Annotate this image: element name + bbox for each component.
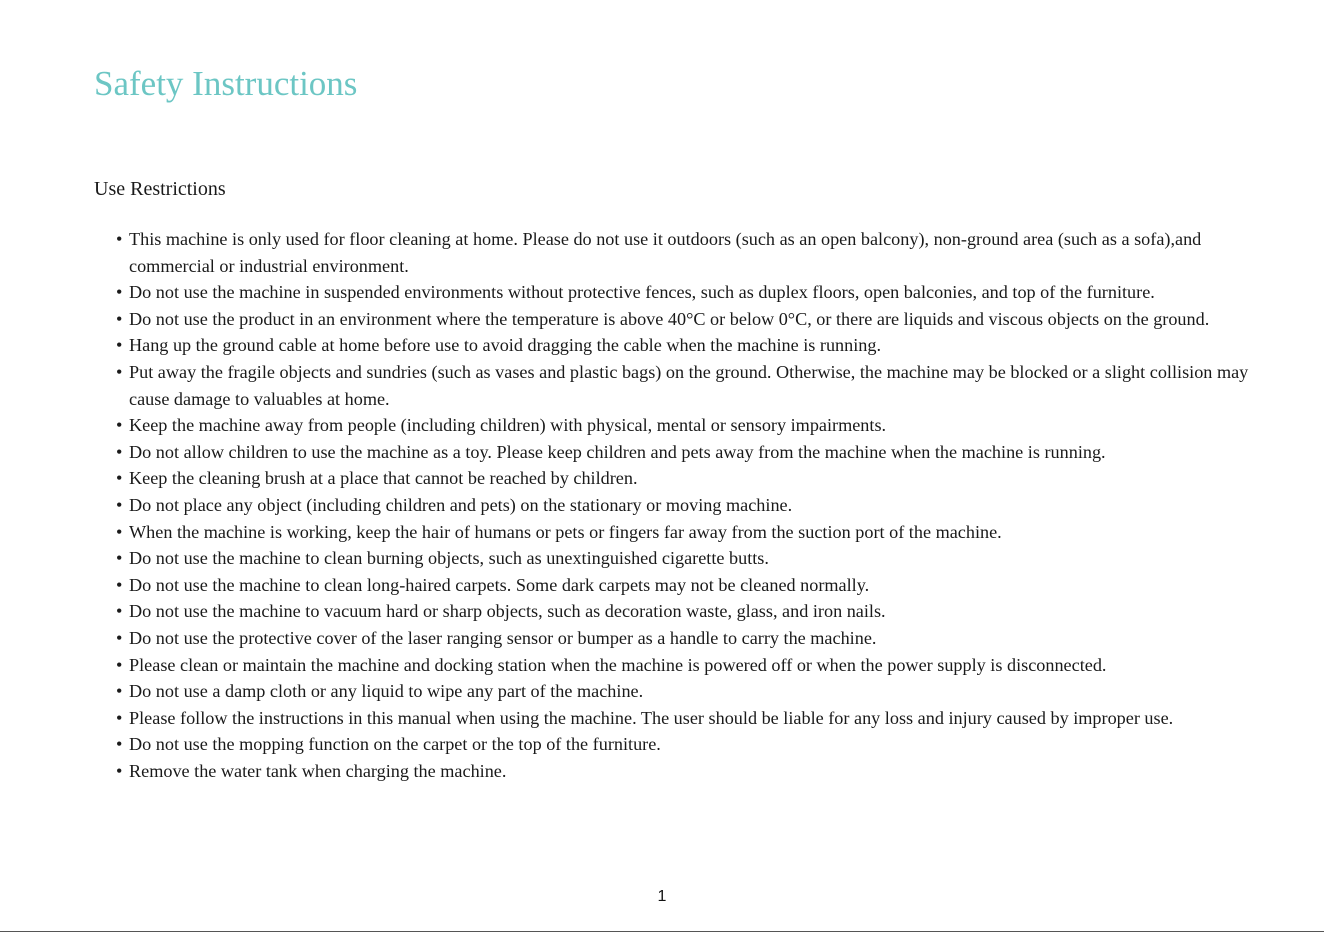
list-item [116, 598, 1256, 625]
list-item [116, 359, 1256, 412]
list-item-text: Do not use the machine to clean burning objects, such as unextinguished cigarette butts. [129, 548, 769, 569]
bullet-icon: • [116, 441, 123, 462]
list-item [116, 226, 1256, 279]
list-item-text: Keep the machine away from people (including children) with physical, mental or sensory impairments. [129, 415, 887, 436]
list-item-text: Do not use the protective cover of the laser ranging sensor or bumper as a handle to carry the machine. [129, 627, 877, 648]
list-item [116, 731, 1256, 758]
list-item-text: This machine is only used for floor cleaning at home. Please do not use it outdoors (such as an open balcony), non-ground area (such as a sofa),and commercial or industrial environment. [129, 229, 1202, 276]
list-item [116, 705, 1256, 732]
list-item [116, 678, 1256, 705]
list-item [116, 439, 1256, 466]
list-item-text: Hang up the ground cable at home before use to avoid dragging the cable when the machine is running. [129, 335, 882, 356]
bullet-icon: • [116, 574, 123, 595]
list-item [116, 306, 1256, 333]
list-item-text: Do not use the machine to vacuum hard or sharp objects, such as decoration waste, glass, and iron nails. [129, 601, 886, 622]
bullet-icon: • [116, 494, 123, 515]
list-item-text: Do not use the machine to clean long-haired carpets. Some dark carpets may not be cleaned normally. [129, 574, 870, 595]
bullet-icon: • [116, 548, 123, 569]
list-item [116, 572, 1256, 599]
list-item [116, 492, 1256, 519]
list-item-text: Do not use the product in an environment where the temperature is above 40°C or below 0°C, or there are liquids and viscous objects on the ground. [129, 308, 1210, 329]
list-item-text: Do not use the mopping function on the carpet or the top of the furniture. [129, 734, 661, 755]
bullet-icon: • [116, 308, 123, 329]
list-item-text: Do not allow children to use the machine as a toy. Please keep children and pets away from the machine when the machine is running. [129, 441, 1106, 462]
bullet-icon: • [116, 468, 123, 489]
list-item-text: Keep the cleaning brush at a place that cannot be reached by children. [129, 468, 638, 489]
bullet-icon: • [116, 681, 123, 702]
page-number: 1 [657, 888, 667, 905]
bullet-icon: • [116, 282, 123, 303]
list-item-text: Please follow the instructions in this manual when using the machine. The user should be liable for any loss and injury caused by improper use. [129, 707, 1174, 728]
bullet-icon: • [116, 521, 123, 542]
list-item [116, 758, 1256, 785]
list-item [116, 465, 1256, 492]
list-item-text: Please clean or maintain the machine and docking station when the machine is powered off or when the power supply is disconnected. [129, 654, 1107, 675]
list-item-text: Do not use a damp cloth or any liquid to wipe any part of the machine. [129, 681, 644, 702]
list-item [116, 279, 1256, 306]
bullet-icon: • [116, 335, 123, 356]
bullet-icon: • [116, 601, 123, 622]
bullet-icon: • [116, 707, 123, 728]
bullet-icon: • [116, 654, 123, 675]
bullet-icon: • [116, 627, 123, 648]
restrictions-list [116, 226, 1256, 784]
list-item-text: Put away the fragile objects and sundries (such as vases and plastic bags) on the ground. Otherwise, the machine may be blocked or a slight collision may cause damage to valuables at home. [129, 361, 1249, 409]
list-item [116, 625, 1256, 652]
bullet-icon: • [116, 229, 123, 249]
list-item-text: Do not use the machine in suspended environments without protective fences, such as duplex floors, open balconies, and top of the furniture. [129, 282, 1155, 303]
list-item [116, 545, 1256, 572]
list-item [116, 332, 1256, 359]
bottom-divider [0, 931, 1324, 932]
list-item-text: Remove the water tank when charging the machine. [129, 760, 507, 781]
bullet-icon: • [116, 361, 123, 382]
list-item [116, 652, 1256, 679]
list-item-text: Do not place any object (including children and pets) on the stationary or moving machine. [129, 494, 793, 515]
list-item [116, 412, 1256, 439]
bullet-icon: • [116, 415, 123, 436]
list-item-text: When the machine is working, keep the hair of humans or pets or fingers far away from the suction port of the machine. [129, 521, 1002, 542]
page-title: Safety Instructions [94, 64, 358, 103]
bullet-icon: • [116, 734, 123, 755]
bullet-icon: • [116, 760, 123, 781]
section-heading-use-restrictions: Use Restrictions [94, 178, 226, 200]
list-item [116, 519, 1256, 546]
